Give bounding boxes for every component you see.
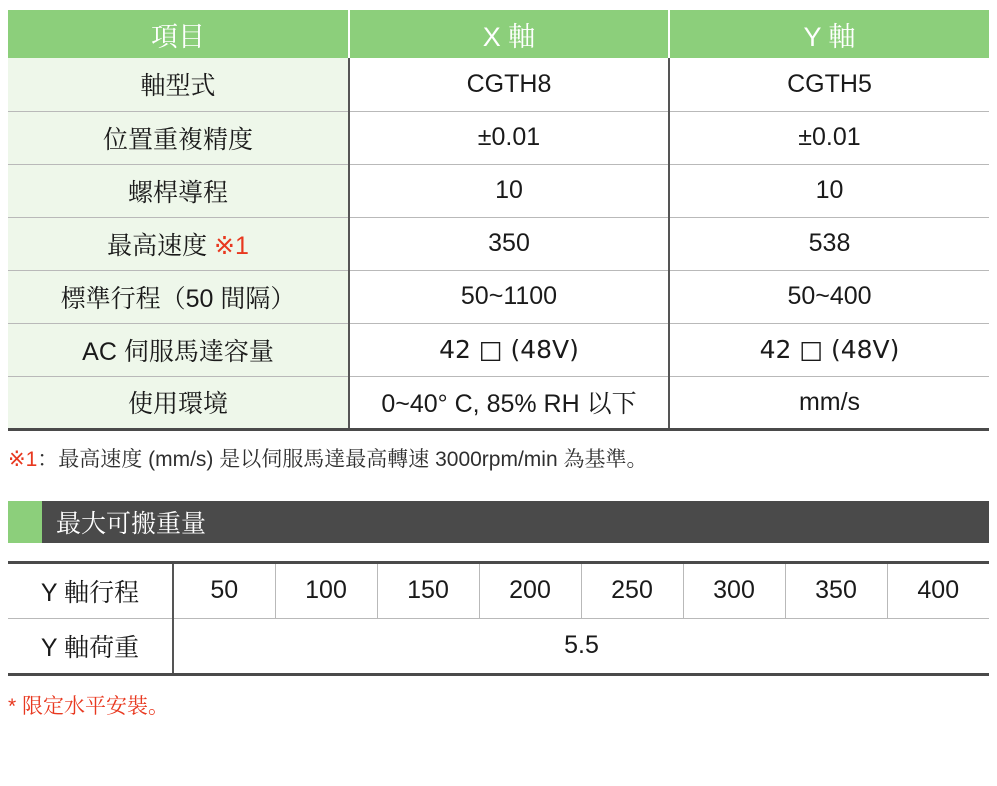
column-header-x-axis: X 軸 xyxy=(349,10,669,58)
section-title: 最大可搬重量 xyxy=(56,509,207,538)
row-value-x: 50~1100 xyxy=(349,270,669,323)
row-value-y: ±0.01 xyxy=(669,111,989,164)
stroke-value: 250 xyxy=(581,562,683,618)
load-value: 5.5 xyxy=(173,618,989,674)
column-header-y-axis: Y 軸 xyxy=(669,10,989,58)
footnote-installation: * 限定水平安裝。 xyxy=(8,694,170,718)
row-label-load: Y 軸荷重 xyxy=(8,618,173,674)
row-value-x: 42 □ (48V) xyxy=(349,323,669,376)
row-value-y: 50~400 xyxy=(669,270,989,323)
row-label: 位置重複精度 xyxy=(8,111,349,164)
stroke-value: 350 xyxy=(785,562,887,618)
stroke-value: 50 xyxy=(173,562,275,618)
section-header-max-payload xyxy=(8,501,989,543)
table-row xyxy=(8,270,989,323)
row-value-x: 10 xyxy=(349,164,669,217)
row-value-x: CGTH8 xyxy=(349,58,669,111)
row-label: 標準行程（50 間隔） xyxy=(8,270,349,323)
table-row xyxy=(8,58,989,111)
spec-table-body xyxy=(8,58,989,429)
max-payload-table xyxy=(8,561,989,676)
footnote-speed xyxy=(8,443,989,473)
row-label-marker: ※1 xyxy=(214,231,249,260)
stroke-value: 100 xyxy=(275,562,377,618)
row-value-y: 10 xyxy=(669,164,989,217)
row-label: 軸型式 xyxy=(8,58,349,111)
section-accent-swatch xyxy=(8,501,42,543)
column-header-item: 項目 xyxy=(8,10,349,58)
max-payload-table-body xyxy=(8,562,989,674)
row-label-stroke: Y 軸行程 xyxy=(8,562,173,618)
row-value-y: mm/s xyxy=(669,376,989,429)
row-value-x: 0~40° C, 85% RH 以下 xyxy=(349,376,669,429)
stroke-value: 300 xyxy=(683,562,785,618)
row-label: AC 伺服馬達容量 xyxy=(8,323,349,376)
row-value-x: 350 xyxy=(349,217,669,270)
table-row xyxy=(8,618,989,674)
table-header-row xyxy=(8,10,989,58)
footnote-text: ：最高速度 (mm/s) 是以伺服馬達最高轉速 3000rpm/min 為基準。 xyxy=(37,447,648,471)
table-row xyxy=(8,323,989,376)
table-row xyxy=(8,562,989,618)
row-value-y: 42 □ (48V) xyxy=(669,323,989,376)
table-row xyxy=(8,164,989,217)
row-value-y: 538 xyxy=(669,217,989,270)
table-row xyxy=(8,376,989,429)
spec-table-header xyxy=(8,10,989,58)
specification-table xyxy=(8,10,989,431)
spec-sheet-page xyxy=(0,10,997,786)
stroke-value: 150 xyxy=(377,562,479,618)
row-label-text: 最高速度 ※1 xyxy=(107,231,249,260)
row-label: 螺桿導程 xyxy=(8,164,349,217)
row-value-y: CGTH5 xyxy=(669,58,989,111)
row-value-x: ±0.01 xyxy=(349,111,669,164)
stroke-value: 400 xyxy=(887,562,989,618)
row-label: 使用環境 xyxy=(8,376,349,429)
stroke-value: 200 xyxy=(479,562,581,618)
table-row xyxy=(8,217,989,270)
row-label xyxy=(8,217,349,270)
table-row xyxy=(8,111,989,164)
footnote-marker: ※1 xyxy=(8,447,38,471)
